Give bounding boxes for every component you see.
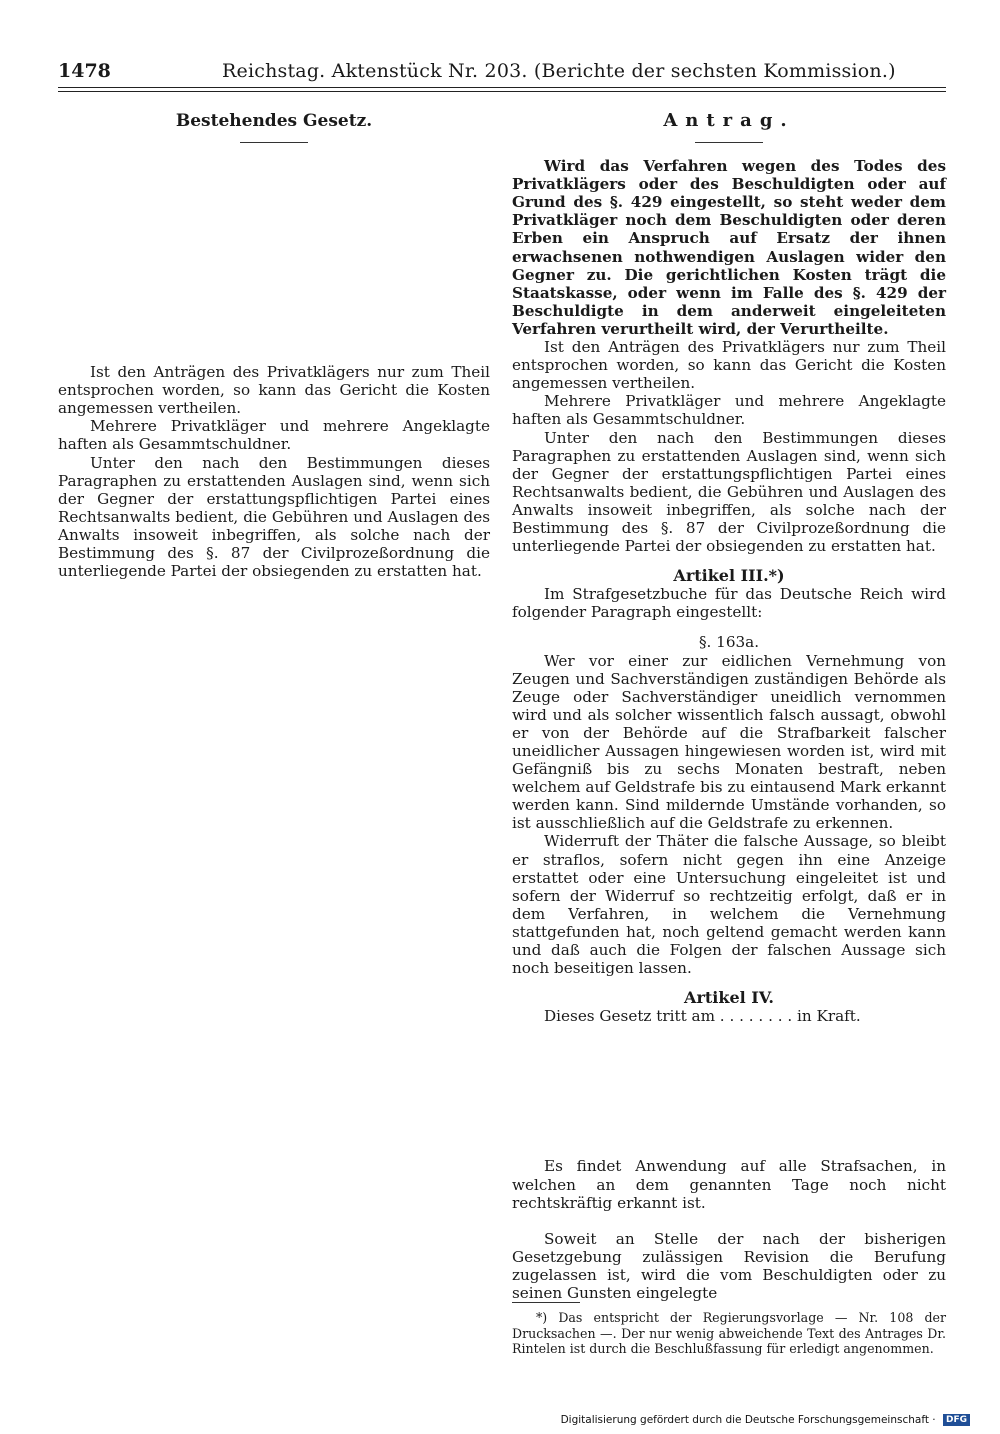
right-column-heading: Antrag. <box>663 110 795 131</box>
digitization-credit <box>561 1414 970 1426</box>
revision-paragraph: Soweit an Stelle der nach der bisherigen Gesetzgebung zulässigen Revision die Berufung zugelassen ist, wird die vom Beschuldigten oder zu seinen Gunsten eingelegte <box>512 1229 946 1302</box>
header-rule-thin <box>58 91 946 92</box>
section-paragraph: Widerruft der Thäter die falsche Aussage, so bleibt er straflos, sofern nicht gegen ihn eine Anzeige erstattet oder eine Untersuchung eingeleitet ist und sofern der Widerruf so rechtzeitig erfolgt, daß er in dem Verfahren, in welchem die Vernehmung stattgefunden hat, noch geltend gemacht werden kann und daß auch die Folgen der falschen Aussage sich noch beseitigen lassen. <box>512 832 946 978</box>
right-paragraph: Unter den nach den Bestimmungen dieses Paragraphen zu erstattenden Auslagen sind, wenn sich der Gegner der erstattungspflichtigen Partei eines Rechtsanwalts bedient, die Gebühren und Auslagen des Anwalts insoweit inbegriffen, als solche nach der Bestimmung des §. 87 der Civilprozeßordnung die unterliegende Partei der obsiegenden zu erstatten hat. <box>512 428 946 556</box>
spacer <box>512 1212 946 1230</box>
article-3-heading: Artikel III.*) <box>673 566 785 586</box>
spacer <box>512 1025 946 1157</box>
right-paragraph: Ist den Anträgen des Privatklägers nur zum Theil entsprochen worden, so kann das Gericht die Kosten angemessen vertheilen. <box>512 338 946 393</box>
article-3-intro: Im Strafgesetzbuche für das Deutsche Reich wird folgender Paragraph eingestellt: <box>512 585 946 622</box>
dfg-logo: DFG <box>943 1414 970 1426</box>
left-column-heading: Bestehendes Gesetz. <box>175 111 373 131</box>
right-paragraph: Mehrere Privatkläger und mehrere Angeklagte haften als Gesammtschuldner. <box>512 392 946 429</box>
footnote <box>512 1310 946 1357</box>
heading-divider <box>240 142 308 143</box>
left-paragraph: Unter den nach den Bestimmungen dieses Paragraphen zu erstattenden Auslagen sind, wenn sich der Gegner der erstattungspflichtigen Partei eines Rechtsanwalts bedient, die Gebühren und Auslagen des Anwalts insoweit inbegriffen, als solche nach der Bestimmung des §. 87 der Civilprozeßordnung die unterliegende Partei der obsiegenden zu erstatten hat. <box>58 453 490 581</box>
article-4-text: Dieses Gesetz tritt am . . . . . . . . in Kraft. <box>544 1007 861 1026</box>
left-paragraph: Mehrere Privatkläger und mehrere Angeklagte haften als Gesammtschuldner. <box>58 417 490 454</box>
right-column <box>512 112 946 1302</box>
footnote-text: *) Das entspricht der Regierungsvorlage — Nr. 108 der Drucksachen —. Der nur wenig abweichende Text des Antrages Dr. Rintelen ist durch die Beschlußfassung für erledigt angenommen. <box>512 1310 946 1356</box>
page-number: 1478 <box>58 60 111 82</box>
running-title: Reichstag. Aktenstück Nr. 203. (Berichte der sechsten Kommission.) <box>222 60 896 82</box>
header-rule <box>58 87 946 88</box>
heading-divider <box>695 142 763 143</box>
spacer <box>512 621 946 633</box>
left-column <box>58 112 490 580</box>
section-163a-heading: §. 163a. <box>698 633 760 652</box>
left-paragraph: Ist den Anträgen des Privatklägers nur zum Theil entsprochen worden, so kann das Gericht die Kosten angemessen vertheilen. <box>58 363 490 418</box>
article-4-heading: Artikel IV. <box>684 988 774 1008</box>
credit-text: Digitalisierung gefördert durch die Deutsche Forschungsgemeinschaft · <box>560 1414 936 1426</box>
amendment-bold-paragraph: Wird das Verfahren wegen des Todes des Privatklägers oder des Beschuldigten oder auf Grund des §. 429 eingestellt, so steht weder dem Privatkläger noch dem Beschuldigten oder deren Erben ein Anspruch auf Ersatz der ihnen erwachsenen nothwendigen Auslagen wider den Gegner zu. Die gerichtlichen Kosten trägt die Staatskasse, oder wenn im Falle des §. 429 der Beschuldigte in dem anderweit eingeleiteten Verfahren verurtheilt wird, der Verurtheilte. <box>512 157 946 338</box>
application-paragraph: Es findet Anwendung auf alle Strafsachen, in welchen an dem genannten Tage noch nicht rechtskräftig erkannt ist. <box>512 1157 946 1212</box>
section-paragraph: Wer vor einer zur eidlichen Vernehmung von Zeugen und Sachverständigen zuständigen Behörde als Zeuge oder Sachverständiger uneidlich vernommen wird und als solcher wissentlich falsch aussagt, obwohl er von der Behörde auf die Strafbarkeit falscher uneidlicher Aussagen hingewiesen worden ist, wird mit Gefängniß bis zu sechs Monaten bestraft, neben welchem auf Geldstrafe bis zu eintausend Mark erkannt werden kann. Sind mildernde Umstände vorhanden, so ist ausschließlich auf die Geldstrafe zu erkennen. <box>512 651 946 833</box>
left-column-spacer <box>58 157 490 363</box>
footnote-divider <box>512 1302 580 1303</box>
